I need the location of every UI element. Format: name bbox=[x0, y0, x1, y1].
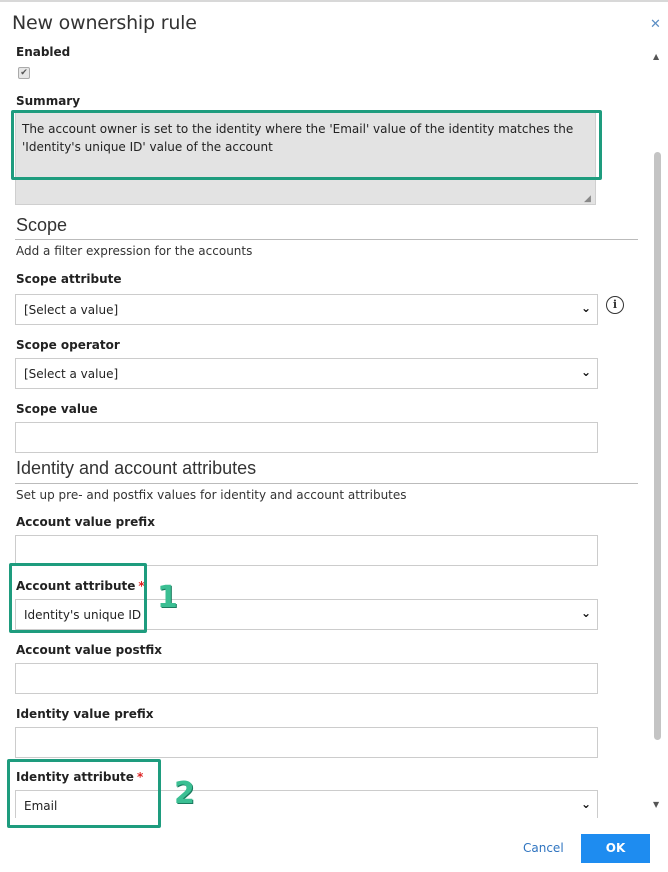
chevron-down-icon: ⌄ bbox=[580, 797, 591, 811]
account-attribute-value: Identity's unique ID bbox=[24, 608, 142, 622]
top-border bbox=[0, 0, 668, 2]
close-icon[interactable]: ✕ bbox=[650, 17, 661, 32]
resize-handle-icon[interactable]: ◢ bbox=[584, 194, 591, 204]
chevron-down-icon: ⌄ bbox=[580, 365, 591, 379]
scope-operator-value: [Select a value] bbox=[24, 367, 119, 381]
account-prefix-input[interactable] bbox=[15, 535, 598, 566]
chevron-down-icon: ⌄ bbox=[580, 301, 591, 315]
identity-attribute-highlight bbox=[7, 759, 161, 828]
summary-label: Summary bbox=[16, 94, 81, 108]
summary-text: The account owner is set to the identity where the 'Email' value of the identity matches the 'Identity's unique ID' value of the account bbox=[22, 122, 574, 154]
scroll-down-icon[interactable]: ▼ bbox=[653, 800, 660, 809]
identity-prefix-input[interactable] bbox=[15, 727, 598, 758]
ok-button[interactable]: OK bbox=[581, 834, 650, 863]
account-postfix-label: Account value postfix bbox=[16, 643, 162, 657]
attributes-divider bbox=[15, 483, 638, 484]
enabled-checkbox[interactable]: ✔ bbox=[18, 67, 30, 79]
account-postfix-input[interactable] bbox=[15, 663, 598, 694]
scope-attribute-label: Scope attribute bbox=[16, 272, 122, 286]
attributes-description: Set up pre- and postfix values for identity and account attributes bbox=[16, 488, 407, 502]
info-icon[interactable]: i bbox=[606, 296, 624, 314]
scope-divider bbox=[15, 239, 638, 240]
scope-description: Add a filter expression for the accounts bbox=[16, 244, 253, 258]
annotation-marker-2: 2 bbox=[174, 776, 195, 811]
scope-operator-label: Scope operator bbox=[16, 338, 120, 352]
account-attribute-highlight bbox=[9, 563, 147, 633]
scope-attribute-select[interactable] bbox=[15, 294, 598, 325]
scope-operator-select[interactable] bbox=[15, 358, 598, 389]
identity-attribute-label-text: Identity attribute bbox=[16, 770, 134, 784]
required-mark: * bbox=[138, 579, 145, 593]
scope-attribute-value: [Select a value] bbox=[24, 303, 119, 317]
attributes-section-title: Identity and account attributes bbox=[16, 458, 257, 478]
scroll-thumb[interactable] bbox=[654, 152, 661, 740]
chevron-down-icon: ⌄ bbox=[580, 606, 591, 620]
scroll-up-icon[interactable]: ▲ bbox=[653, 52, 660, 61]
required-mark: * bbox=[136, 770, 144, 784]
annotation-marker-1: 1 bbox=[157, 580, 178, 615]
dialog-title: New ownership rule bbox=[12, 12, 197, 34]
identity-prefix-label: Identity value prefix bbox=[16, 707, 154, 721]
account-prefix-label: Account value prefix bbox=[16, 515, 155, 529]
account-attribute-label-text: Account attribute bbox=[16, 579, 136, 593]
summary-highlight bbox=[11, 110, 602, 180]
scope-value-input[interactable] bbox=[15, 422, 598, 453]
enabled-label: Enabled bbox=[16, 45, 71, 59]
scope-value-label: Scope value bbox=[16, 402, 98, 416]
identity-attribute-value: Email bbox=[24, 799, 58, 813]
cancel-button[interactable]: Cancel bbox=[523, 841, 564, 855]
scope-section-title: Scope bbox=[16, 215, 68, 235]
